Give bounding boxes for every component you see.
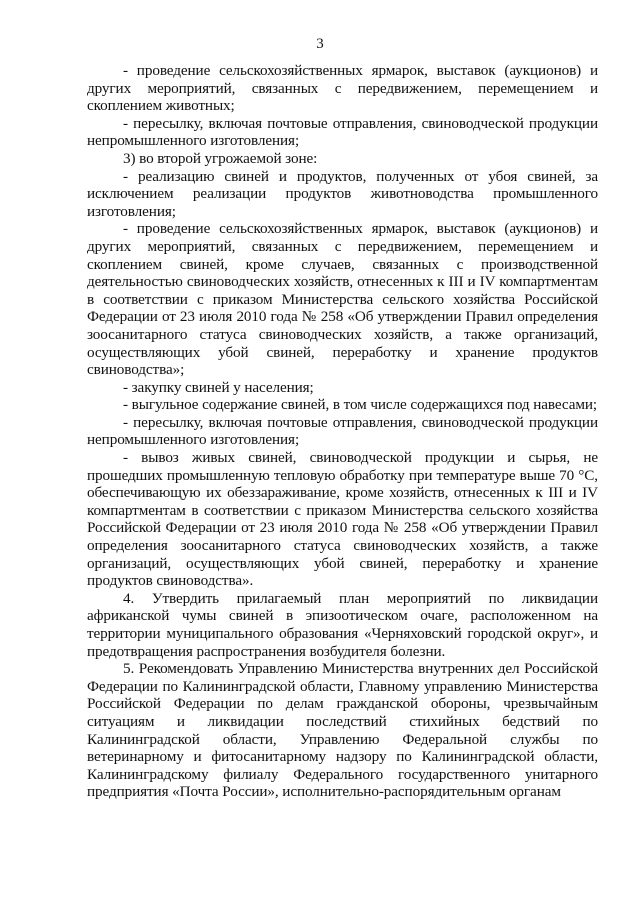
page-number: 3 bbox=[316, 36, 324, 52]
paragraph-bullet-fairs-animals: - проведение сельскохозяйственных ярмарок, выставок (аукционов) и других мероприятий, связанных с передвижением, перемещением и скоплением животных; bbox=[87, 62, 598, 115]
paragraph-second-zone-heading: 3) во второй угрожаемой зоне: bbox=[123, 149, 318, 167]
paragraph-bullet-mail-products-2: - пересылку, включая почтовые отправления, свиноводческой продукции непромышленного изготовления; bbox=[87, 413, 598, 449]
paragraph-item-4: 4. Утвердить прилагаемый план мероприятий по ликвидации африканской чумы свиней в эпизоотическом очаге, расположенном на территории муниципального образования «Черняховский городской округ», и предотвращения распространения возбудителя болезни. bbox=[87, 589, 598, 660]
paragraph-bullet-grazing: - выгульное содержание свиней, в том числе содержащихся под навесами; bbox=[123, 396, 597, 414]
paragraph-bullet-fairs-pigs: - проведение сельскохозяйственных ярмарок, выставок (аукционов) и других мероприятий, связанных с передвижением, перемещением и скоплением свиней, кроме случаев, связанных с производственной деятельностью свиноводческих хозяйств, отнесенных к III и IV компартментам в соответствии с приказом Министерства сельского хозяйства Российской Федерации от 23 июля 2010 года № 258 «Об утверждении Правил определения зоосанитарного статуса свиноводческих хозяйств, а также организаций, осуществляющих убой свиней, переработку и хранение продуктов свиноводства»; bbox=[87, 220, 598, 379]
paragraph-bullet-sale-pigs: - реализацию свиней и продуктов, полученных от убоя свиней, за исключением реализации продуктов животноводства промышленного изготовления; bbox=[87, 167, 598, 220]
paragraph-bullet-export: - вывоз живых свиней, свиноводческой продукции и сырья, не прошедших промышленную тепловую обработку при температуре выше 70 °С, обеспечивающую их обеззараживание, кроме хозяйств, отнесенных к III и IV компартментам в соответствии с приказом Министерства сельского хозяйства Российской Федерации от 23 июля 2010 года № 258 «Об утверждении Правил определения зоосанитарного статуса свиноводческих хозяйств, а также организаций, осуществляющих убой свиней, переработку и хранение продуктов свиноводства». bbox=[87, 449, 598, 590]
paragraph-bullet-purchase: - закупку свиней у населения; bbox=[123, 378, 314, 396]
paragraph-item-5: 5. Рекомендовать Управлению Министерства внутренних дел Российской Федерации по Калининградской области, Главному управлению Министерства Российской Федерации по делам гражданской обороны, чрезвычайным ситуациям и ликвидации последствий стихийных бедствий по Калининградской области, Управлению Федеральной службы по ветеринарному и фитосанитарному надзору по Калининградской области, Калининградскому филиалу Федерального государственного унитарного предприятия «Почта России», исполнительно-распорядительным органам bbox=[87, 660, 598, 801]
paragraph-bullet-mail-products: - пересылку, включая почтовые отправления, свиноводческой продукции непромышленного изготовления; bbox=[87, 114, 598, 150]
document-body bbox=[87, 62, 598, 801]
